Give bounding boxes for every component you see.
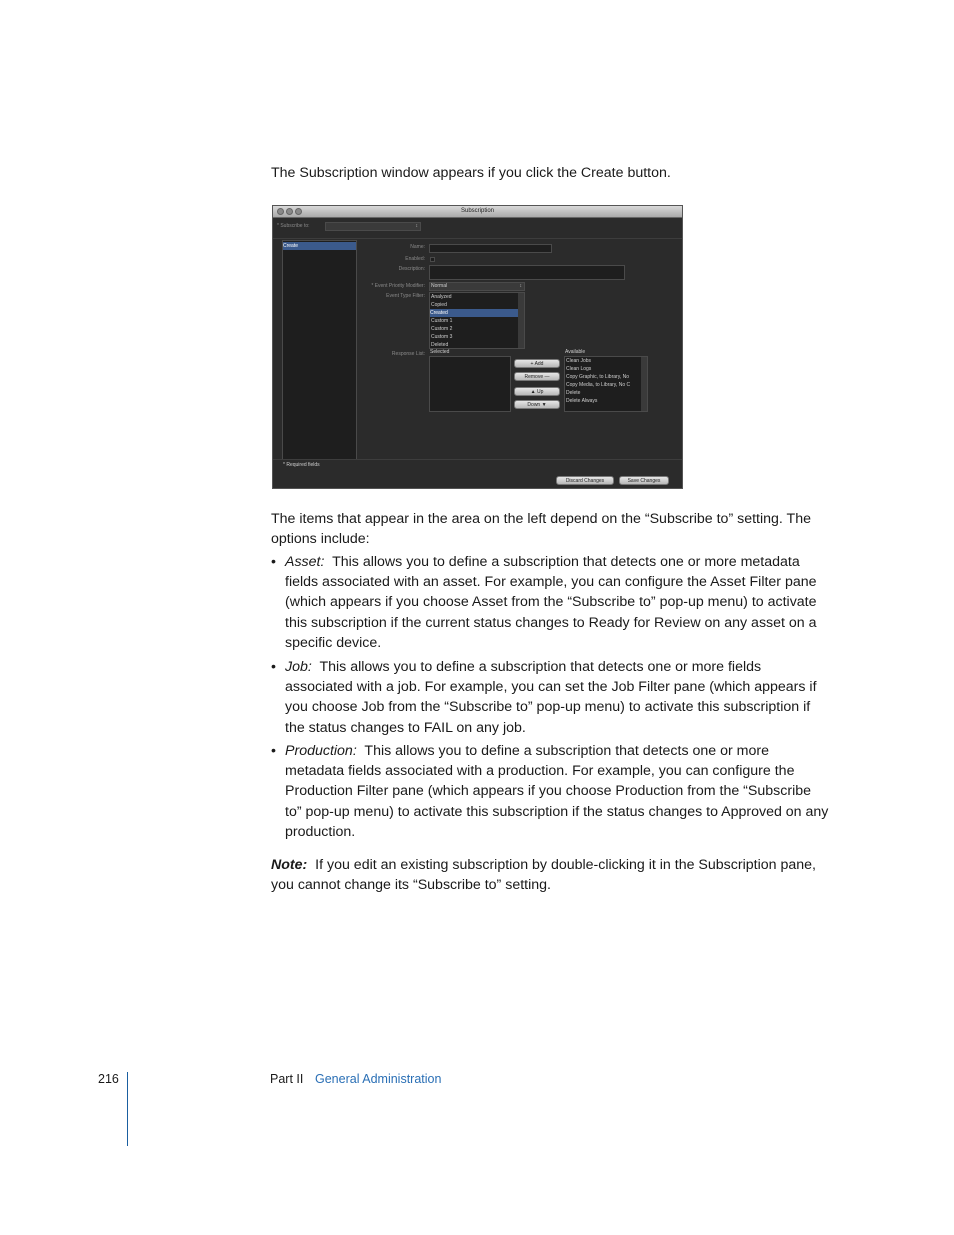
bullet-term: Production:: [285, 743, 357, 759]
note-paragraph: [271, 855, 831, 895]
page-number: 216: [98, 1072, 119, 1086]
list-item[interactable]: Custom 1: [431, 318, 453, 324]
footer-rule: [127, 1072, 128, 1146]
down-button[interactable]: Down ▼: [514, 400, 560, 409]
up-arrow-icon: ▲: [530, 389, 537, 395]
down-arrow-icon: ▼: [540, 402, 547, 408]
name-label: Name:: [410, 244, 425, 250]
list-item[interactable]: Clean Logs: [566, 366, 592, 372]
footer-section-link[interactable]: General Administration: [315, 1072, 442, 1086]
note-text: If you edit an existing subscription by double-clicking it in the Subscription pane, you cannot change its “Subscribe to” setting.: [271, 857, 816, 894]
subscribe-to-label: * Subscribe to:: [277, 223, 310, 229]
bullet-term: Job:: [285, 659, 312, 675]
popup-arrows-icon: ↕: [519, 283, 522, 289]
description-field[interactable]: [429, 265, 625, 280]
priority-popup[interactable]: [429, 282, 525, 291]
add-button[interactable]: + Add: [514, 359, 560, 368]
bullet-icon: •: [271, 743, 276, 759]
enabled-label: Enabled:: [405, 256, 425, 262]
priority-label: * Event Priority Modifier:: [371, 283, 425, 289]
minus-icon: —: [543, 374, 550, 380]
window-titlebar: [273, 206, 682, 218]
bullet-asset: [271, 552, 831, 653]
intro-text: The Subscription window appears if you click the Create button.: [271, 165, 671, 181]
save-changes-button[interactable]: Save Changes: [619, 476, 669, 485]
list-item[interactable]: Analyzed: [431, 294, 452, 300]
list-item[interactable]: Delete: [566, 390, 581, 396]
bullet-job: [271, 657, 831, 738]
up-button[interactable]: ▲ Up: [514, 387, 560, 396]
scrollbar[interactable]: [518, 293, 524, 348]
subscribe-to-popup[interactable]: [325, 222, 421, 231]
scrollbar[interactable]: [641, 357, 647, 411]
name-field[interactable]: [429, 244, 552, 253]
available-list[interactable]: [564, 356, 648, 412]
bullet-text: This allows you to define a subscription that detects one or more metadata fields associated with an asset. For example, you can configure the Asset Filter pane (which appears if you choose Asset from the “Subscribe to” pop-up menu) to activate this subscription if the current status changes to Ready for Review on any asset on a specific device.: [285, 554, 817, 651]
note-label: Note:: [271, 857, 308, 873]
required-fields-note: * Required fields: [283, 462, 320, 468]
list-item[interactable]: Copy Media, to Library, No C: [566, 382, 631, 388]
footer-part: Part II: [270, 1072, 304, 1086]
subscription-type-list[interactable]: [282, 240, 357, 460]
event-type-label: Event Type Filter:: [386, 293, 425, 299]
priority-value: Normal: [431, 283, 448, 289]
bullet-icon: •: [271, 659, 276, 675]
bullet-text: This allows you to define a subscription that detects one or more metadata fields associated with a production. For example, you can configure the Production Filter pane (which appears if you choose Production from the “Subscribe to” pop-up menu) to activate this subscription if the status changes to Approved on any production.: [285, 743, 829, 840]
description-label: Description:: [398, 266, 425, 272]
list-item[interactable]: Deleted: [431, 342, 449, 348]
options-intro: The items that appear in the area on the left depend on the “Subscribe to” setting. The options include:: [271, 511, 811, 548]
bullet-production: [271, 741, 831, 842]
bullet-term: Asset:: [285, 554, 325, 570]
list-item[interactable]: Copied: [431, 302, 447, 308]
subscription-window-screenshot: [272, 205, 683, 489]
bullet-icon: •: [271, 554, 276, 570]
available-header: Available: [565, 349, 586, 355]
divider: [273, 238, 682, 239]
response-list-label: Response List:: [391, 351, 425, 357]
list-item[interactable]: Copy Graphic, to Library, No: [566, 374, 629, 380]
response-list[interactable]: [429, 356, 511, 412]
list-item[interactable]: Created: [430, 309, 518, 317]
divider: [273, 459, 682, 460]
list-item-create[interactable]: Create: [283, 242, 356, 250]
list-item[interactable]: Custom 2: [431, 326, 453, 332]
list-item[interactable]: Selected: [430, 349, 450, 355]
popup-arrows-icon: ↕: [415, 223, 418, 229]
bullet-text: This allows you to define a subscription that detects one or more fields associated with a job. For example, you can set the Job Filter pane (which appears if you choose Job from the “Subscribe to” pop-up menu) to activate this subscription if the status changes to FAIL on any job.: [285, 659, 817, 736]
event-type-list[interactable]: [429, 292, 525, 349]
enabled-checkbox[interactable]: [430, 257, 435, 262]
list-item[interactable]: Delete Always: [566, 398, 598, 404]
list-item[interactable]: Custom 3: [431, 334, 453, 340]
plus-icon: +: [530, 361, 535, 367]
discard-changes-button[interactable]: Discard Changes: [556, 476, 614, 485]
window-title: Subscription: [460, 208, 495, 214]
list-item[interactable]: Clean Jobs: [566, 358, 592, 364]
remove-button[interactable]: Remove —: [514, 372, 560, 381]
